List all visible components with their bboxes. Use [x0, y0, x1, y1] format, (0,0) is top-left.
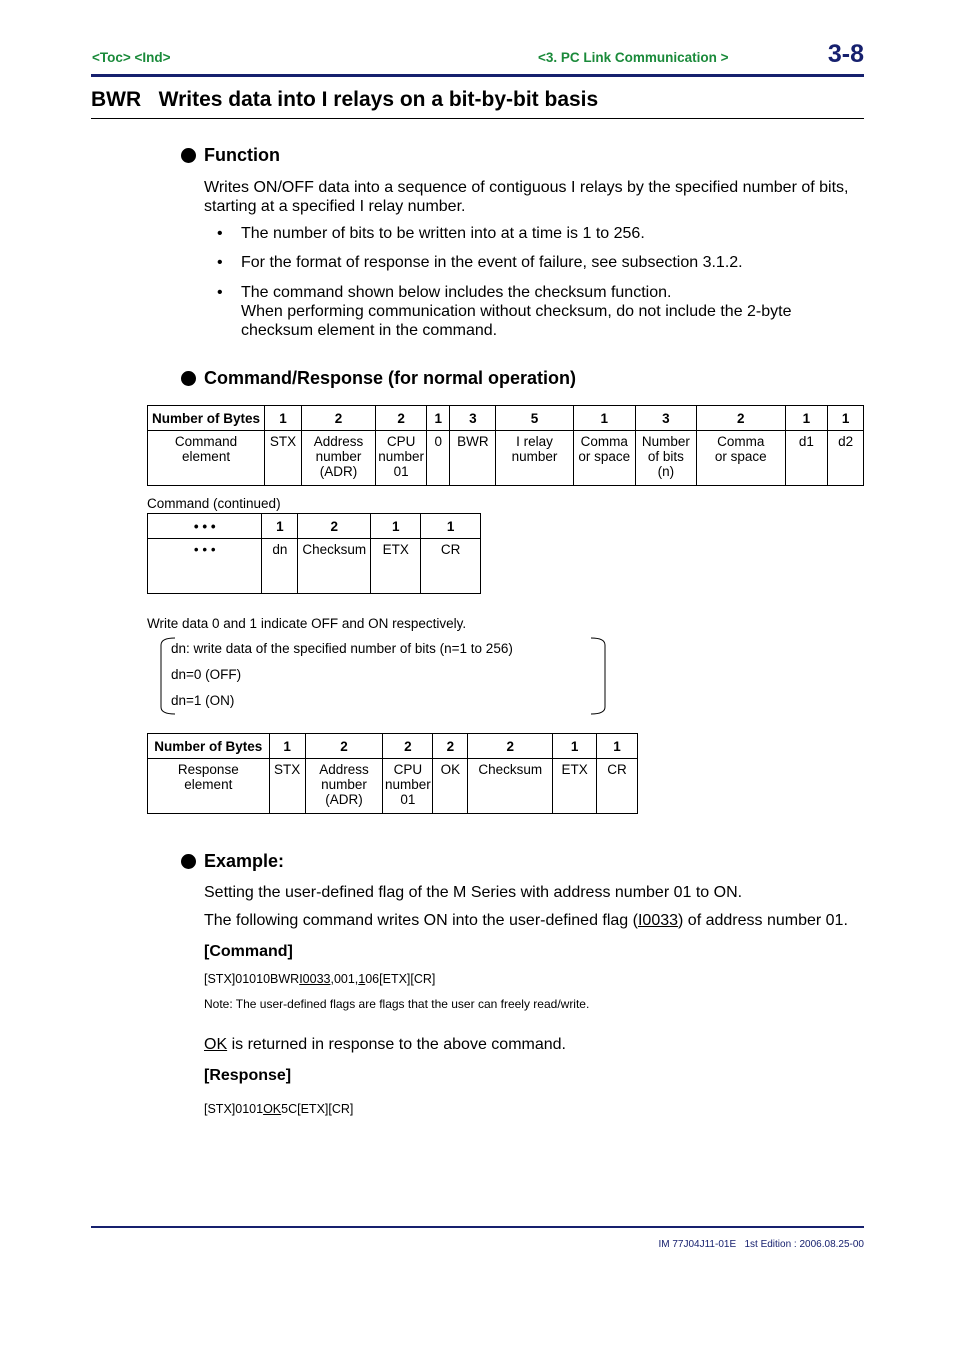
- element-cell: CPU number 01: [376, 431, 427, 486]
- response-label: [Response]: [204, 1067, 292, 1084]
- response-table: [147, 733, 638, 814]
- command-response-heading: [181, 368, 576, 389]
- bullet-item: [217, 224, 857, 243]
- element-cell: OK: [433, 759, 468, 814]
- element-cell: 0: [427, 431, 450, 486]
- element-header-cell: Command element: [148, 431, 265, 486]
- command-continued-table: [147, 513, 481, 594]
- element-cell: Checksum: [298, 539, 371, 594]
- bullet-dot-icon: [181, 854, 196, 869]
- element-cell: Comma or space: [696, 431, 785, 486]
- response-bytes-row: [148, 734, 638, 759]
- bullet-mark: •: [217, 254, 223, 271]
- bullet-text: The number of bits to be written into at a time is 1 to 256.: [241, 225, 645, 242]
- bytes-header-cell: • • •: [148, 514, 262, 539]
- bullet-text: The command shown below includes the checksum function.: [241, 284, 672, 301]
- bytes-cell: 1: [269, 734, 305, 759]
- element-cell: ETX: [553, 759, 597, 814]
- element-cell: Comma or space: [573, 431, 635, 486]
- element-header-cell: Response element: [148, 759, 270, 814]
- bullet-mark: •: [217, 225, 223, 242]
- bytes-cell: 1: [573, 406, 635, 431]
- function-description: Writes ON/OFF data into a sequence of contiguous I relays by the specified number of bits, starting at a specified I relay number.: [204, 179, 849, 215]
- function-heading-text: Function: [204, 145, 280, 165]
- brace-line: dn=0 (OFF): [171, 667, 242, 682]
- response-code: [STX]0101OK5C[ETX][CR]: [204, 1102, 354, 1116]
- command-code: [STX]01010BWRI0033,001,106[ETX][CR]: [204, 972, 436, 986]
- response-elements-row: [148, 759, 638, 814]
- bytes-cell: 1: [421, 514, 481, 539]
- bytes-cell: 2: [305, 734, 383, 759]
- bytes-cell: 2: [433, 734, 468, 759]
- brace-line: dn=1 (ON): [171, 693, 235, 708]
- element-cell: CR: [421, 539, 481, 594]
- bytes-cell: 1: [427, 406, 450, 431]
- element-cell: Address number (ADR): [305, 759, 383, 814]
- element-cell: d1: [785, 431, 828, 486]
- element-cell: Number of bits (n): [635, 431, 696, 486]
- chapter-link[interactable]: <3. PC Link Communication >: [538, 50, 729, 65]
- command-label: [Command]: [204, 943, 293, 960]
- example-heading: [181, 851, 284, 872]
- bytes-cell: 1: [265, 406, 302, 431]
- bullet-dot-icon: [181, 371, 196, 386]
- element-cell: dn: [262, 539, 298, 594]
- bytes-cell: 1: [553, 734, 597, 759]
- ok-response-text: OK is returned in response to the above command.: [204, 1036, 566, 1053]
- bullet-mark: •: [217, 284, 223, 301]
- element-header-cell: • • •: [148, 539, 262, 594]
- command-elements-row: [148, 431, 864, 486]
- continued-elements-row: [148, 539, 481, 594]
- bullet-text: For the format of response in the event of failure, see subsection 3.1.2.: [241, 254, 743, 271]
- header-rule: [91, 74, 864, 77]
- bytes-cell: 2: [468, 734, 553, 759]
- page-number: 3-8: [827, 40, 864, 68]
- element-cell: d2: [828, 431, 864, 486]
- continued-bytes-row: [148, 514, 481, 539]
- bullet-item: [217, 253, 857, 272]
- user-flag-note: Note: The user-defined flags are flags that the user can freely read/write.: [204, 997, 590, 1011]
- write-data-note: Write data 0 and 1 indicate OFF and ON respectively.: [147, 616, 467, 631]
- title-rule: [91, 118, 864, 119]
- command-response-heading-text: Command/Response (for normal operation): [204, 368, 577, 388]
- page-title: BWR Writes data into I relays on a bit-by-bit basis: [91, 88, 599, 111]
- right-brace-icon: [589, 637, 611, 715]
- bullet-item: [217, 283, 857, 340]
- bullet-text-continued: When performing communication without checksum, do not include the 2-byte checksum element in the command.: [241, 303, 792, 339]
- bytes-cell: 1: [262, 514, 298, 539]
- bytes-cell: 2: [696, 406, 785, 431]
- command-continued-label: Command (continued): [147, 496, 281, 511]
- bytes-cell: 2: [301, 406, 375, 431]
- bytes-cell: 1: [371, 514, 421, 539]
- function-heading: [181, 145, 280, 166]
- command-bytes-row: [148, 406, 864, 431]
- bytes-cell: 1: [828, 406, 864, 431]
- bytes-cell: 2: [383, 734, 433, 759]
- element-cell: STX: [265, 431, 302, 486]
- bytes-cell: 5: [496, 406, 573, 431]
- element-cell: I relay number: [496, 431, 573, 486]
- footer-rule: [91, 1226, 864, 1228]
- example-line-2: The following command writes ON into the user-defined flag (I0033) of address number 01.: [204, 912, 848, 929]
- example-heading-text: Example:: [204, 851, 285, 871]
- bytes-cell: 3: [635, 406, 696, 431]
- command-table: [147, 405, 864, 486]
- bytes-cell: 3: [450, 406, 496, 431]
- element-cell: Address number (ADR): [301, 431, 375, 486]
- element-cell: STX: [269, 759, 305, 814]
- bytes-cell: 2: [298, 514, 371, 539]
- bytes-cell: 1: [785, 406, 828, 431]
- bullet-dot-icon: [181, 148, 196, 163]
- element-cell: CPU number 01: [383, 759, 433, 814]
- example-line-1: Setting the user-defined flag of the M Series with address number 01 to ON.: [204, 884, 743, 901]
- bytes-cell: 2: [376, 406, 427, 431]
- footer-doc-id: IM 77J04J11-01E 1st Edition : 2006.08.25-00: [658, 1239, 864, 1250]
- element-cell: Checksum: [468, 759, 553, 814]
- bytes-header-cell: Number of Bytes: [148, 406, 265, 431]
- element-cell: CR: [597, 759, 638, 814]
- brace-line: dn: write data of the specified number of bits (n=1 to 256): [171, 641, 513, 656]
- bytes-cell: 1: [597, 734, 638, 759]
- flag-underlined: I0033: [637, 912, 679, 929]
- element-cell: BWR: [450, 431, 496, 486]
- bytes-header-cell: Number of Bytes: [148, 734, 270, 759]
- toc-index-link[interactable]: <Toc> <Ind>: [92, 50, 171, 65]
- element-cell: ETX: [371, 539, 421, 594]
